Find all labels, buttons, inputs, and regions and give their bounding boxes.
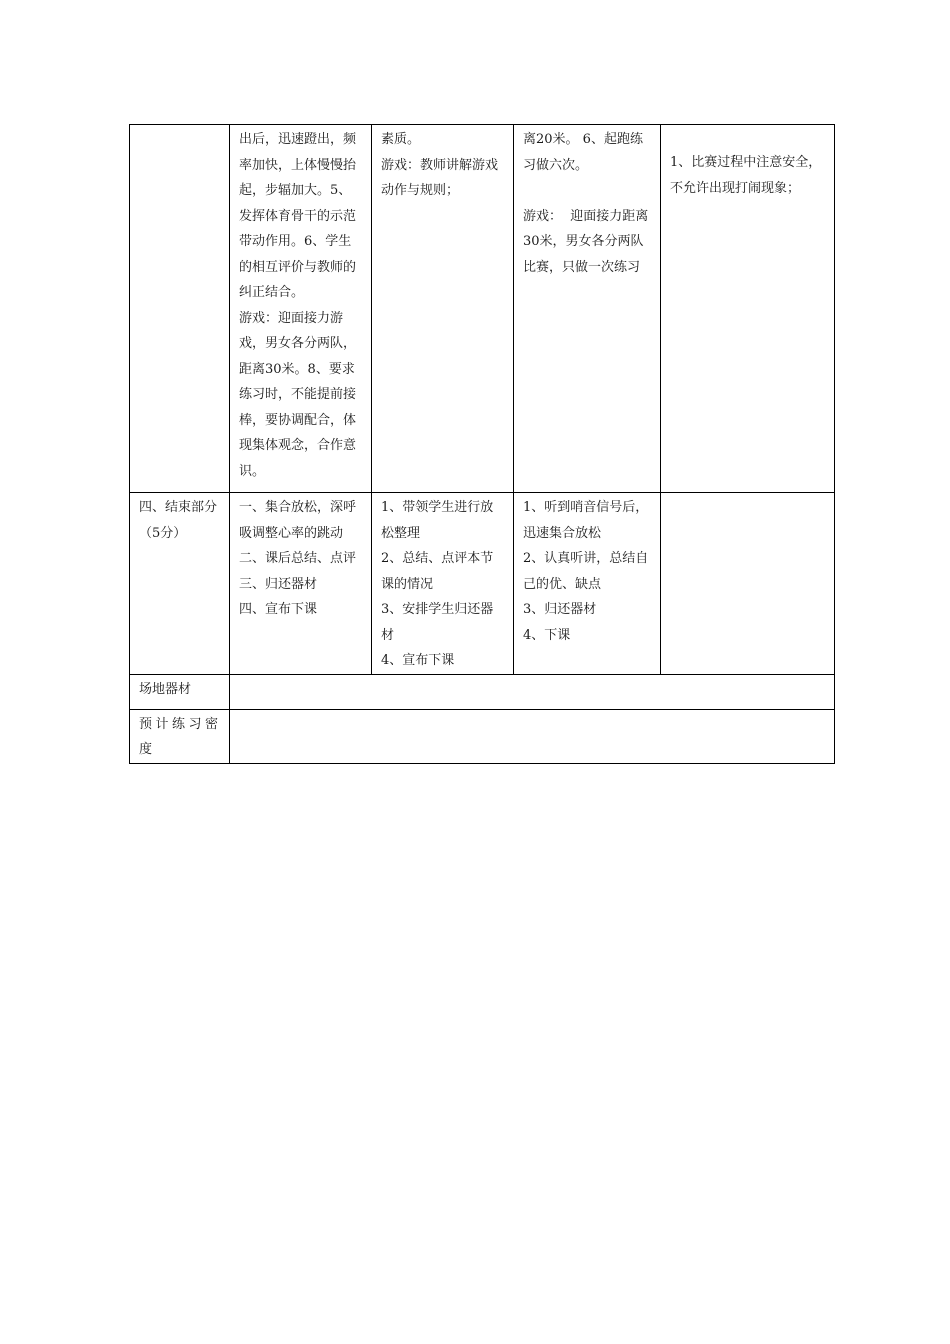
cell-ending-student <box>514 493 661 675</box>
cell-density-value <box>230 709 835 763</box>
notes-text: 1、比赛过程中注意安全，不允许出现打闹现象； <box>670 155 822 196</box>
student-activity-text: 离20米。 6、起跑练习做六次。 游戏： 迎面接力距离30米，男女各分两队比赛，只做一次练习 <box>523 132 649 275</box>
cell-density-label <box>130 709 230 763</box>
cell-ending-teacher <box>372 493 514 675</box>
content-text: 出后，迅速蹬出，频率加快，上体慢慢抬起，步辐加大。5、发挥体育骨干的示范带动作用。6、学生的相互评价与教师的纠正结合。 游戏：迎面接力游戏，男女各分两队，距离30米。8、要求练习时，不能提前接棒，要协调配合，体现集体观念，合作意识。 <box>239 132 357 479</box>
cell-equipment-value <box>230 674 835 709</box>
cell-notes <box>661 125 835 493</box>
ending-teacher-text: 1、带领学生进行放松整理 2、总结、点评本节课的情况 3、安排学生归还器材 4、宣布下课 <box>381 500 494 668</box>
teacher-activity-text: 素质。 游戏：教师讲解游戏动作与规则； <box>381 132 499 198</box>
ending-content-text: 一、集合放松，深呼吸调整心率的跳动 二、课后总结、点评 三、归还器材 四、宣布下课 <box>239 500 357 617</box>
table-row-equipment <box>130 674 835 709</box>
cell-section <box>130 125 230 493</box>
ending-student-text: 1、听到哨音信号后，迅速集合放松 2、认真听讲，总结自己的优、缺点 3、归还器材 4、下课 <box>523 500 649 643</box>
density-label: 预计练习密度 <box>139 716 221 757</box>
cell-section-ending <box>130 493 230 675</box>
cell-ending-notes <box>661 493 835 675</box>
section-label: 四、结束部分（5分） <box>139 500 218 541</box>
cell-equipment-label <box>130 674 230 709</box>
table-row-density <box>130 709 835 763</box>
cell-student-activity <box>514 125 661 493</box>
equipment-label: 场地器材 <box>139 681 192 697</box>
table-row-ending <box>130 493 835 675</box>
cell-content <box>230 125 372 493</box>
table-row-main-activity <box>130 125 835 493</box>
cell-teacher-activity <box>372 125 514 493</box>
cell-ending-content <box>230 493 372 675</box>
lesson-plan-table <box>129 124 835 764</box>
